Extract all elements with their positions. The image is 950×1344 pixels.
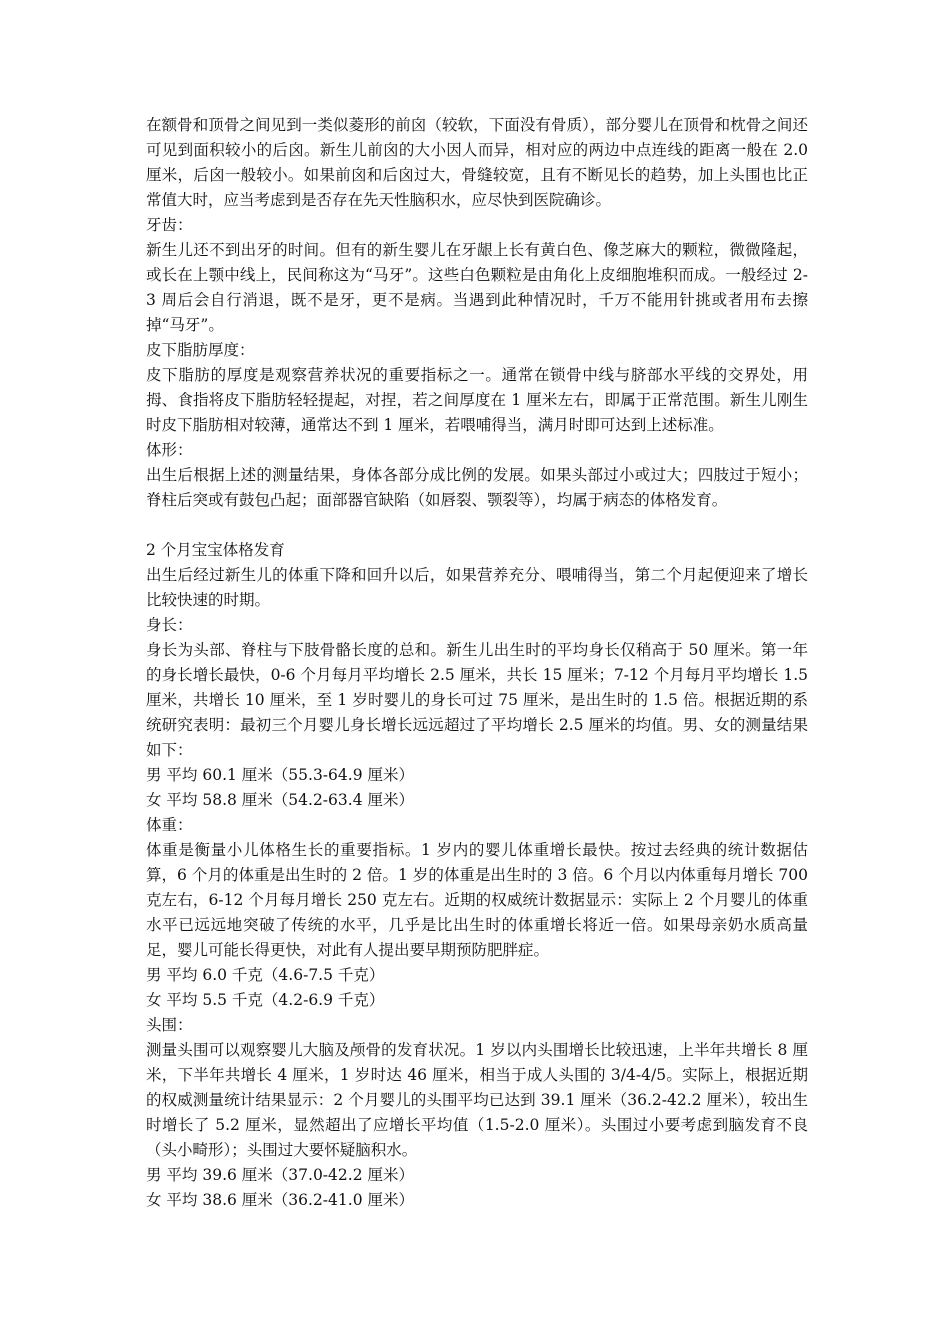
weight-paragraph: 体重是衡量小儿体格生长的重要指标。1 岁内的婴儿体重增长最快。按过去经典的统计数据估算，6 个月的体重是出生时的 2 倍。1 岁的体重是出生时的 3 倍。6 个月以内体重每月增长 700 克左右，6-12 个月每月增长 250 克左右。近期的权威统计数据显示：实际上 2 个月婴儿的体重水平已远远地突破了传统的水平，几乎是比出生时的体重增长将近一倍。如果母亲奶水质高量足，婴儿可能长得更快，对此有人提出要早期预防肥胖症。 [146, 841, 808, 959]
document-page [146, 113, 808, 1213]
teeth-heading: 牙齿： [146, 216, 193, 234]
section-intro: 出生后经过新生儿的体重下降和回升以后，如果营养充分、喂哺得当，第二个月起便迎来了增长比较快速的时期。 [146, 566, 808, 609]
head-female-stat: 女 平均 38.6 厘米（36.2-41.0 厘米） [146, 1191, 414, 1209]
head-male-stat: 男 平均 39.6 厘米（37.0-42.2 厘米） [146, 1166, 414, 1184]
teeth-paragraph: 新生儿还不到出牙的时间。但有的新生婴儿在牙龈上长有黄白色、像芝麻大的颗粒，微微隆起，或长在上颚中线上，民间称这为“马牙”。这些白色颗粒是由角化上皮细胞堆积而成。一般经过 2-3 周后会自行消退，既不是牙，更不是病。当遇到此种情况时，千万不能用针挑或者用布去擦掉“马牙”。 [146, 241, 808, 334]
height-male-stat: 男 平均 60.1 厘米（55.3-64.9 厘米） [146, 766, 414, 784]
head-paragraph: 测量头围可以观察婴儿大脑及颅骨的发育状况。1 岁以内头围增长比较迅速，上半年共增长 8 厘米，下半年共增长 4 厘米，1 岁时达 46 厘米，相当于成人头围的 3/4-4/5。实际上，根据近期的权威测量统计结果显示：2 个月婴儿的头围平均已达到 39.1 厘米（36.2-42.2 厘米），较出生时增长了 5.2 厘米，显然超出了应增长平均值（1.5-2.0 厘米）。头围过小要考虑到脑发育不良（头小畸形）；头围过大要怀疑脑积水。 [146, 1041, 808, 1159]
weight-heading: 体重： [146, 816, 193, 834]
shape-heading: 体形： [146, 441, 193, 459]
shape-paragraph: 出生后根据上述的测量结果，身体各部分成比例的发展。如果头部过小或过大；四肢过于短小；脊柱后突或有鼓包凸起；面部器官缺陷（如唇裂、颚裂等），均属于病态的体格发育。 [146, 466, 808, 509]
fat-paragraph: 皮下脂肪的厚度是观察营养状况的重要指标之一。通常在锁骨中线与脐部水平线的交界处，用拇、食指将皮下脂肪轻轻提起，对捏，若之间厚度在 1 厘米左右，即属于正常范围。新生儿刚生时皮下脂肪相对较薄，通常达不到 1 厘米，若喂哺得当，满月时即可达到上述标准。 [146, 366, 808, 434]
height-heading: 身长： [146, 616, 193, 634]
height-paragraph: 身长为头部、脊柱与下肢骨骼长度的总和。新生儿出生时的平均身长仅稍高于 50 厘米。第一年的身长增长最快，0-6 个月每月平均增长 2.5 厘米，共长 15 厘米；7-12 个月每月平均增长 1.5 厘米，共增长 10 厘米，至 1 岁时婴儿的身长可过 75 厘米，是出生时的 1.5 倍。根据近期的系统研究表明：最初三个月婴儿身长增长远远超过了平均增长 2.5 厘米的均值。男、女的测量结果如下： [146, 641, 808, 759]
head-heading: 头围： [146, 1016, 193, 1034]
intro-paragraph: 在额骨和顶骨之间见到一类似菱形的前囟（较软，下面没有骨质），部分婴儿在顶骨和枕骨之间还可见到面积较小的后囟。新生儿前囟的大小因人而异，相对应的两边中点连线的距离一般在 2.0 厘米，后囟一般较小。如果前囟和后囟过大，骨缝较宽，且有不断见长的趋势，加上头围也比正常值大时，应当考虑到是否存在先天性脑积水，应尽快到医院确诊。 [146, 116, 808, 209]
section-title: 2 个月宝宝体格发育 [146, 541, 285, 559]
height-female-stat: 女 平均 58.8 厘米（54.2-63.4 厘米） [146, 791, 414, 809]
weight-male-stat: 男 平均 6.0 千克（4.6-7.5 千克） [146, 966, 385, 984]
fat-heading: 皮下脂肪厚度： [146, 341, 255, 359]
weight-female-stat: 女 平均 5.5 千克（4.2-6.9 千克） [146, 991, 385, 1009]
section-spacer [146, 513, 808, 538]
